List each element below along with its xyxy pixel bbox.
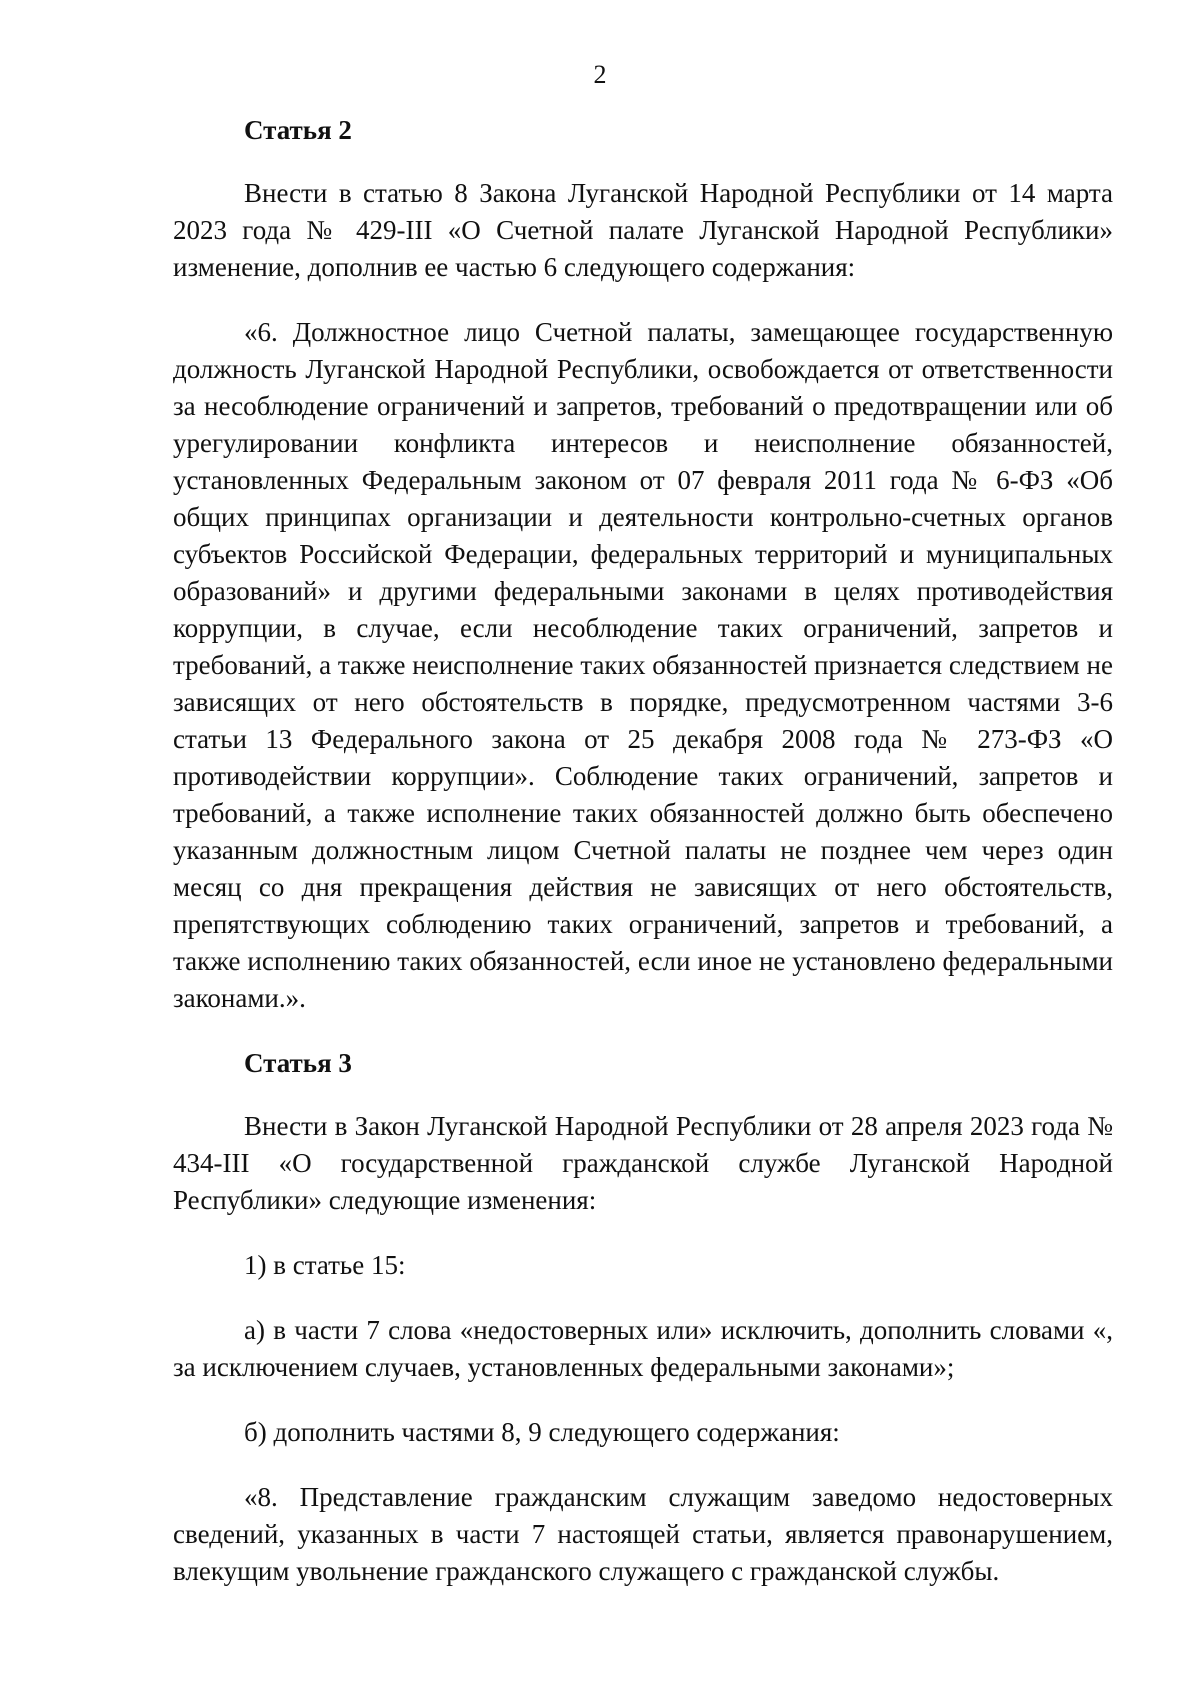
article-2-heading: Статья 2: [244, 115, 352, 145]
article-3-heading: Статья 3: [244, 1048, 352, 1078]
article-3-paragraph-2: 1) в статье 15:: [244, 1250, 406, 1280]
article-2-paragraph-2: «6. Должностное лицо Счетной палаты, замещающее государственную должность Луганской Народной Республики, освобождается от ответственности за несоблюдение ограничений и запретов, требований о предотвращении или об урегулировании конфликта интересов и неисполнение обязанностей, установленных Федеральным законом от 07 февраля 2011 года № 6-ФЗ «Об общих принципах организации и деятельности контрольно-счетных органов субъектов Российской Федерации, федеральных территорий и муниципальных образований» и другими федеральными законами в целях противодействия коррупции, в случае, если несоблюдение таких ограничений, запретов и требований, а также неисполнение таких обязанностей признается следствием не зависящих от него обстоятельств в порядке, предусмотренном частями 3-6 статьи 13 Федерального закона от 25 декабря 2008 года № 273-ФЗ «О противодействии коррупции». Соблюдение таких ограничений, запретов и требований, а также исполнение таких обязанностей должно быть обеспечено указанным должностным лицом Счетной палаты не позднее чем через один месяц со дня прекращения действия не зависящих от него обстоятельств, препятствующих соблюдению таких ограничений, запретов и требований, а также исполнению таких обязанностей, если иное не установлено федеральными законами.».: [173, 317, 1113, 1013]
article-3: [173, 1045, 1113, 1590]
page-number: 2: [593, 60, 607, 89]
article-2: [173, 112, 1113, 1017]
article-3-paragraph-4: б) дополнить частями 8, 9 следующего содержания:: [244, 1417, 840, 1447]
article-2-paragraph-1: Внести в статью 8 Закона Луганской Народной Республики от 14 марта 2023 года № 429-III «О Счетной палате Луганской Народной Республики» изменение, дополнив ее частью 6 следующего содержания:: [173, 178, 1113, 282]
article-3-paragraph-1: Внести в Закон Луганской Народной Республики от 28 апреля 2023 года № 434-III «О государственной гражданской службе Луганской Народной Республики» следующие изменения:: [173, 1111, 1113, 1215]
article-3-paragraph-5: «8. Представление гражданским служащим заведомо недостоверных сведений, указанных в части 7 настоящей статьи, является правонарушением, влекущим увольнение гражданского служащего с гражданской службы.: [173, 1482, 1113, 1586]
article-3-paragraph-3: а) в части 7 слова «недостоверных или» исключить, дополнить словами «, за исключением случаев, установленных федеральными законами»;: [173, 1315, 1113, 1382]
document-body: [173, 112, 1113, 1618]
